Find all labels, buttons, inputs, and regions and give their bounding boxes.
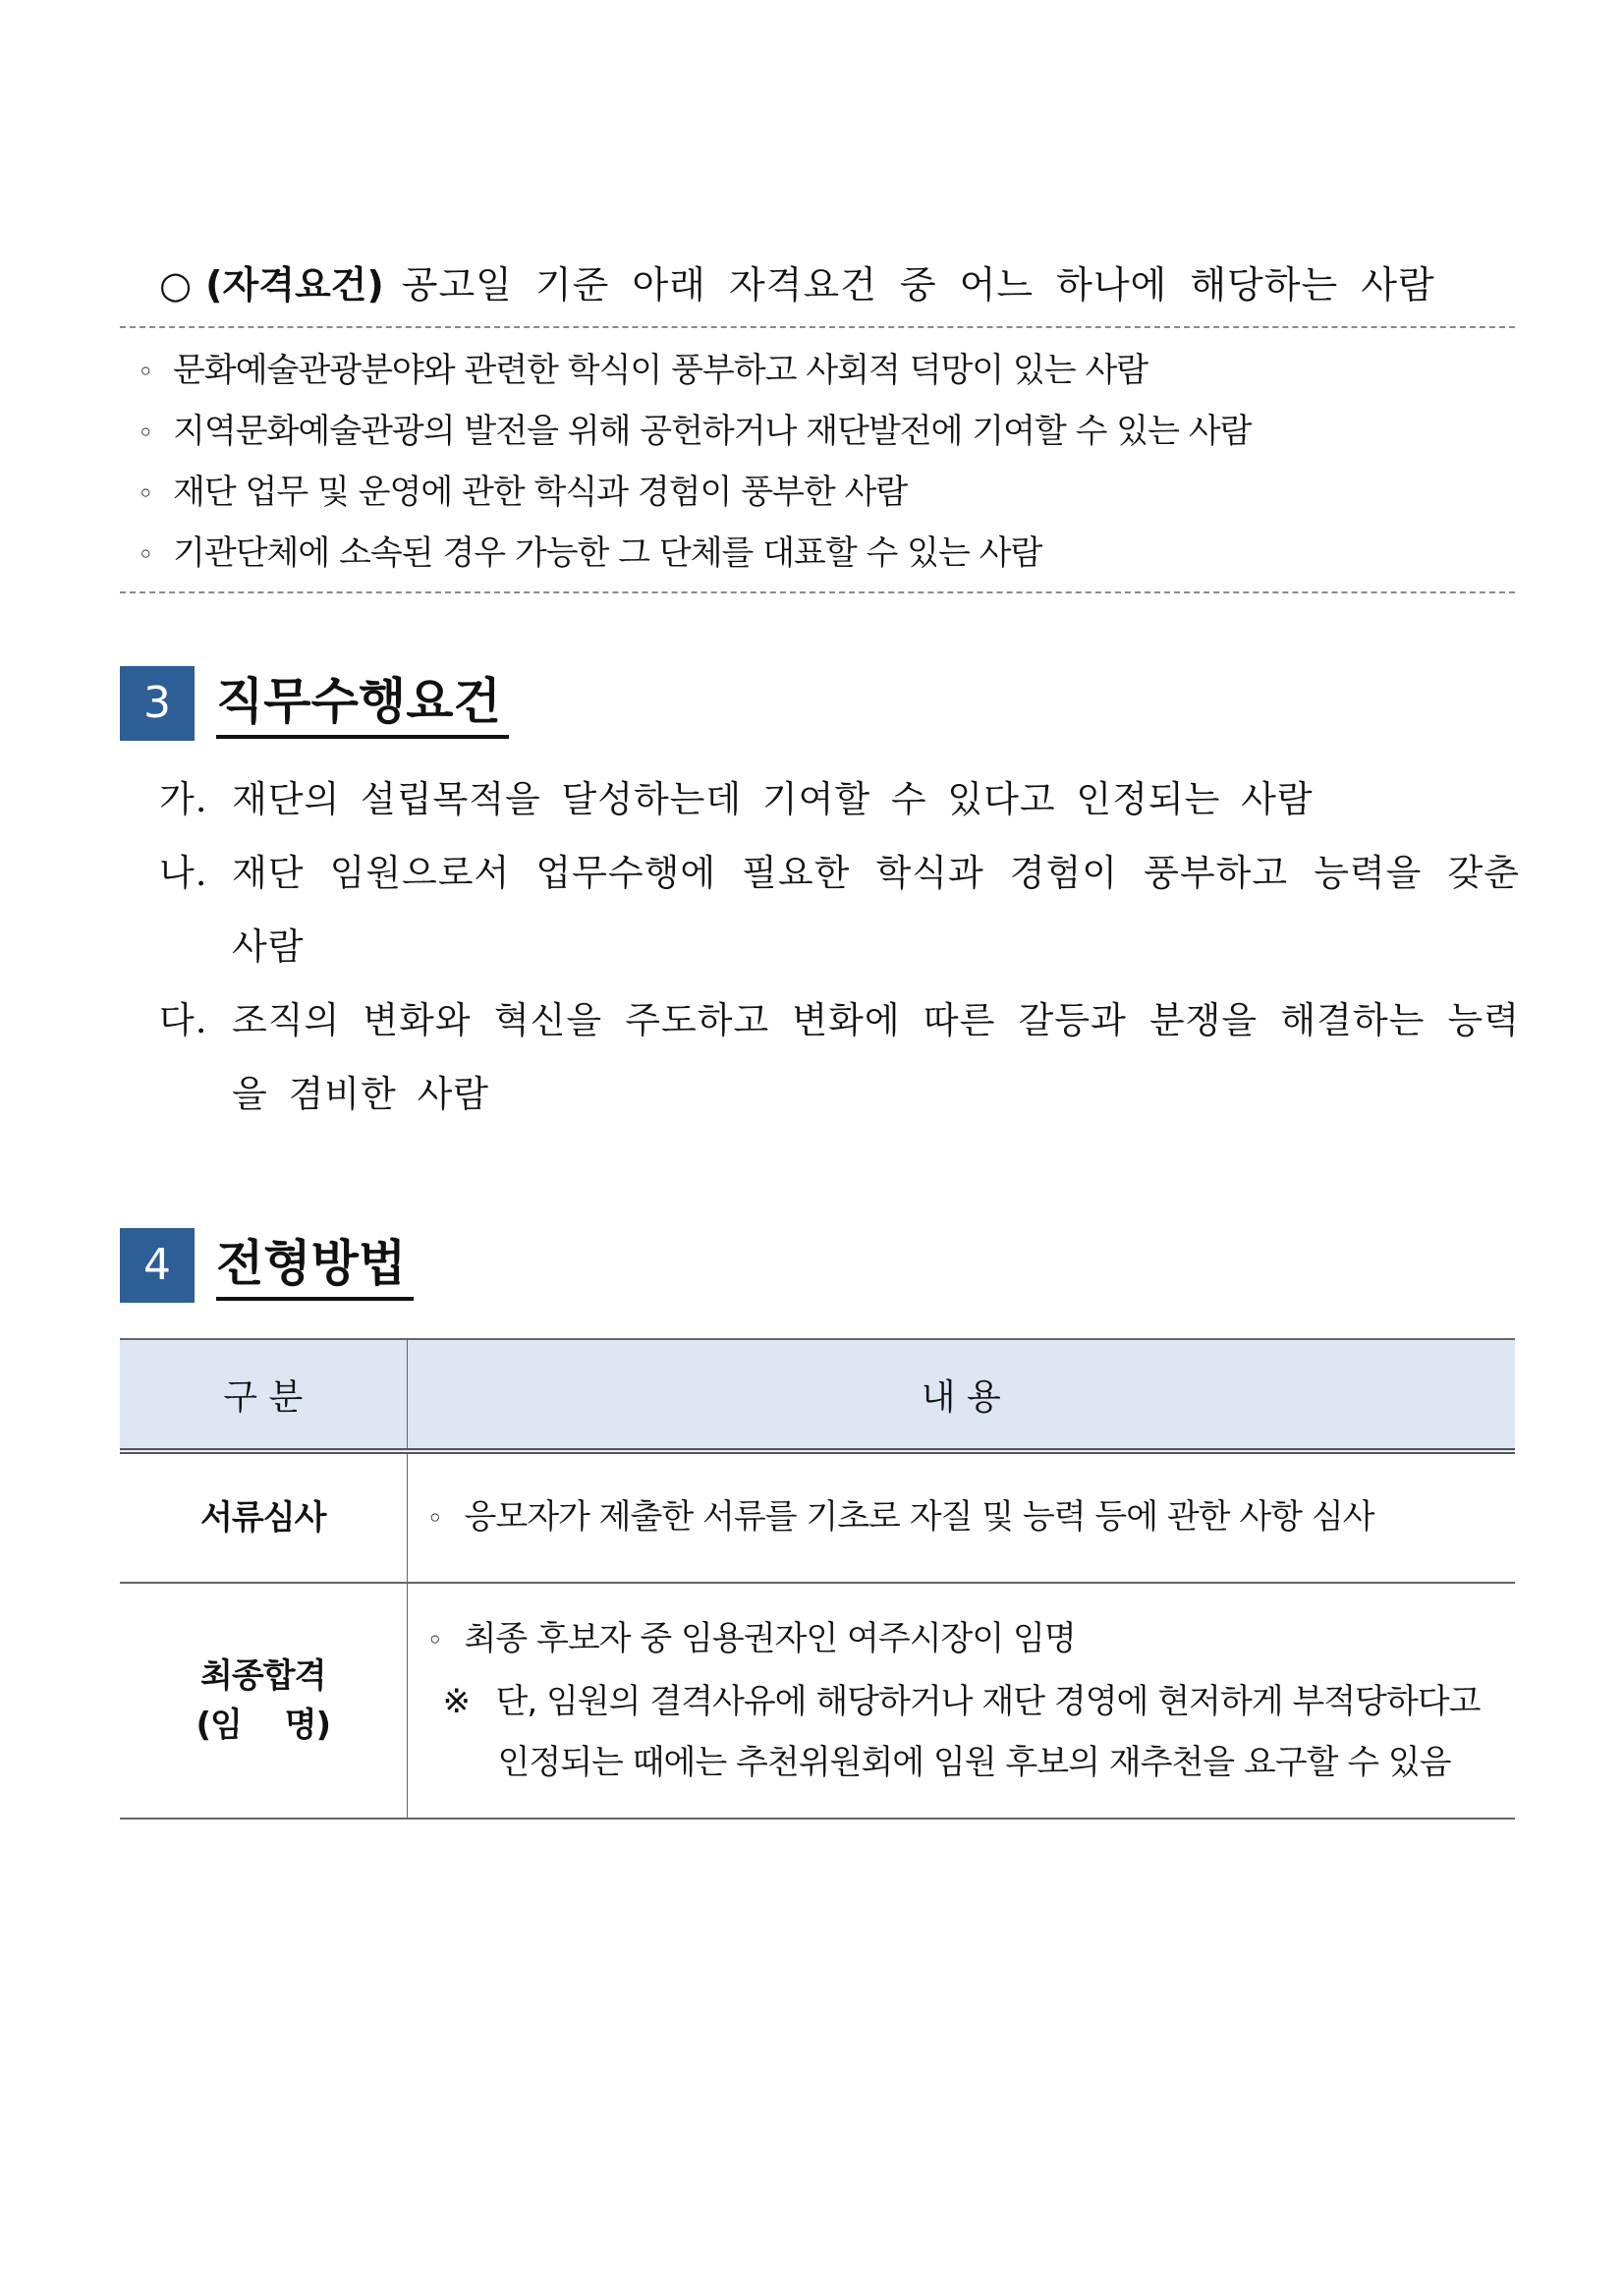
list-item bbox=[138, 462, 1251, 523]
note-line: 인정되는 때에는 추천위원회에 임원 후보의 재추천을 요구할 수 있음 bbox=[497, 1743, 1451, 1782]
table-row bbox=[120, 1451, 1515, 1583]
content-text: 최종 후보자 중 임용권자인 여주시장이 임명 bbox=[464, 1619, 1076, 1658]
bullet-icon: ◦ bbox=[138, 538, 153, 571]
table-header-row bbox=[120, 1339, 1515, 1451]
qualification-item-text: 기관단체에 소속된 경우 가능한 그 단체를 대표할 수 있는 사람 bbox=[173, 533, 1042, 573]
list-item bbox=[159, 983, 1520, 1131]
qualification-heading bbox=[159, 257, 1515, 312]
content-line bbox=[427, 1486, 1516, 1549]
content-text: 응모자가 제출한 서류를 기초로 자질 및 능력 등에 관한 사항 심사 bbox=[464, 1497, 1374, 1537]
column-header-category: 구 분 bbox=[120, 1339, 407, 1451]
list-item bbox=[138, 523, 1251, 584]
section-number-badge: 3 bbox=[120, 666, 195, 741]
row-content bbox=[407, 1451, 1515, 1583]
category-line: (임 명) bbox=[196, 1706, 331, 1745]
category-line: 최종합격 bbox=[200, 1656, 326, 1696]
duty-requirements-list bbox=[159, 762, 1520, 1131]
list-item bbox=[138, 340, 1251, 401]
row-category bbox=[120, 1583, 407, 1819]
note-text: 단, 임원의 결격사유에 해당하거나 재단 경영에 현저하게 부적당하다고 bbox=[495, 1682, 1481, 1721]
item-marker: 나. bbox=[159, 852, 208, 894]
content-line bbox=[427, 1608, 1516, 1671]
qualification-description: 공고일 기준 아래 자격요건 중 어느 하나에 해당하는 사람 bbox=[401, 263, 1435, 307]
qualification-item-text: 지역문화예술관광의 발전을 위해 공헌하거나 재단발전에 기여할 수 있는 사람 bbox=[173, 412, 1252, 451]
item-marker: 가. bbox=[159, 778, 208, 820]
reference-mark-icon: ※ bbox=[442, 1682, 470, 1721]
list-item bbox=[138, 401, 1251, 462]
bullet-icon: ◦ bbox=[138, 417, 153, 449]
dashed-divider-top bbox=[120, 326, 1515, 328]
column-header-content: 내 용 bbox=[407, 1339, 1515, 1451]
qualification-tag: (자격요건) bbox=[205, 263, 384, 307]
row-category: 서류심사 bbox=[120, 1451, 407, 1583]
row-content bbox=[407, 1583, 1515, 1819]
item-text: 재단의 설립목적을 달성하는데 기여할 수 있다고 인정되는 사람 bbox=[232, 778, 1314, 820]
bullet-icon: ◦ bbox=[426, 1624, 443, 1656]
list-item bbox=[159, 762, 1520, 836]
section-title: 직무수행요건 bbox=[216, 668, 509, 739]
qualification-list bbox=[138, 340, 1251, 584]
dashed-divider-bottom bbox=[120, 591, 1515, 593]
note-line bbox=[427, 1671, 1516, 1732]
qualification-item-text: 문화예술관광분야와 관련한 학식이 풍부하고 사회적 덕망이 있는 사람 bbox=[173, 351, 1148, 390]
item-text: 조직의 변화와 혁신을 주도하고 변화에 따른 갈등과 분쟁을 해결하는 능력을 겸비한 사람 bbox=[232, 999, 1520, 1115]
list-item bbox=[159, 836, 1520, 983]
qualification-item-text: 재단 업무 및 운영에 관한 학식과 경험이 풍부한 사람 bbox=[173, 473, 908, 512]
item-marker: 다. bbox=[159, 999, 208, 1041]
item-text: 재단 임원으로서 업무수행에 필요한 학식과 경험이 풍부하고 능력을 갖춘 사람 bbox=[232, 852, 1520, 968]
bullet-icon: ◦ bbox=[426, 1502, 443, 1535]
table-row bbox=[120, 1583, 1515, 1819]
section-number-badge: 4 bbox=[120, 1228, 195, 1303]
bullet-icon: ◦ bbox=[138, 356, 153, 388]
circle-bullet-icon: ○ bbox=[159, 263, 193, 307]
section-title: 전형방법 bbox=[216, 1230, 414, 1301]
bullet-icon: ◦ bbox=[138, 477, 153, 510]
selection-method-table bbox=[120, 1338, 1515, 1820]
